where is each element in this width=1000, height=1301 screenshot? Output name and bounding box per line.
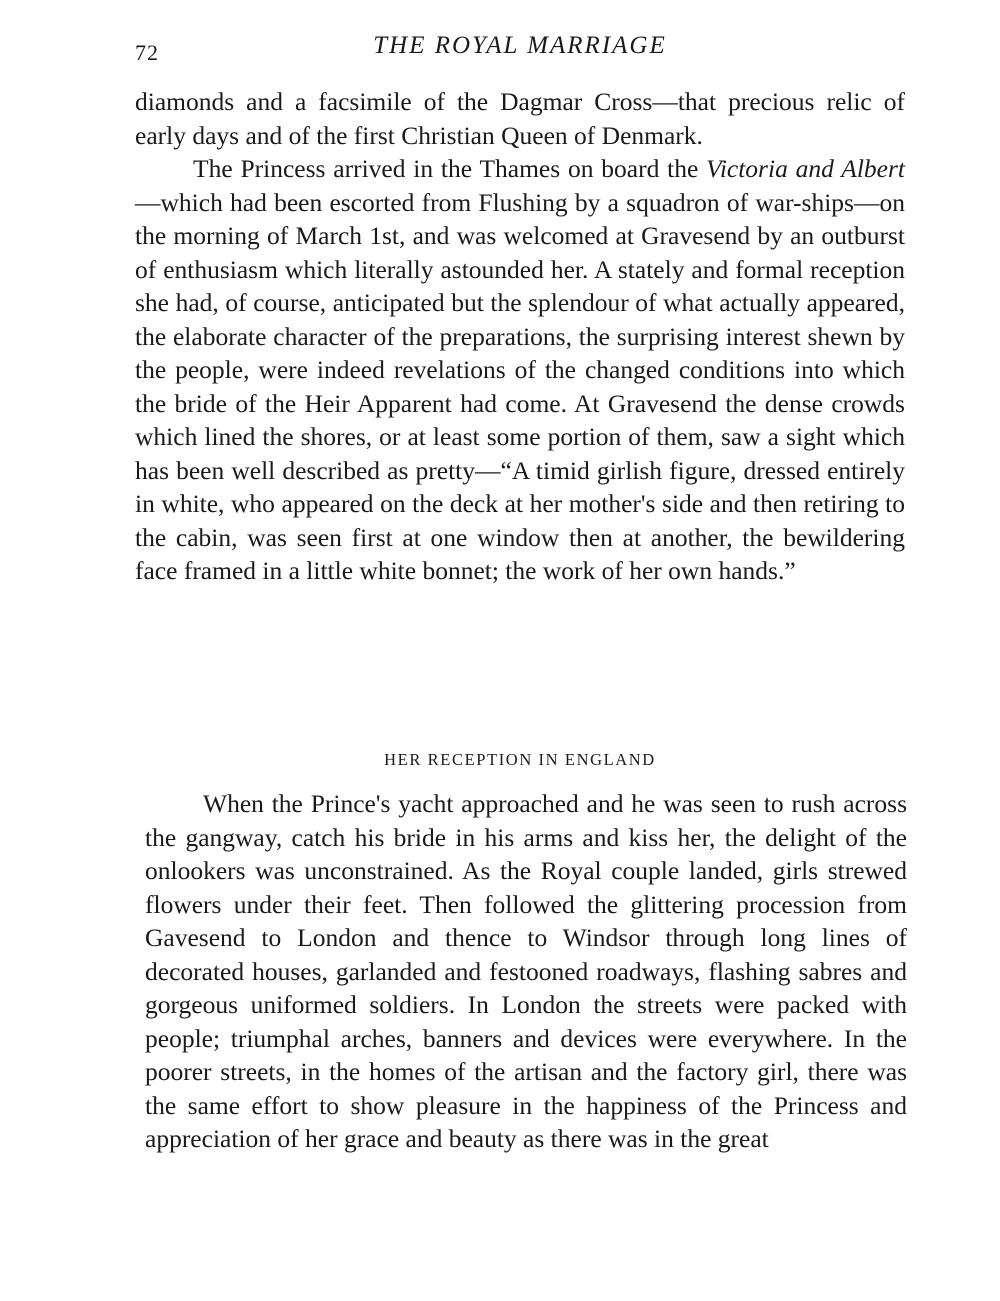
paragraph-2: [135, 152, 905, 588]
paragraph-2-rest: —which had been escorted from Flushing by a squadron of war-ships—on the morning of March 1st, and was welcomed at Gravesend by an outburst of enthusiasm which literally astounded her. A stately and formal reception she had, of course, anticipated but the splendour of what actually appeared, the elaborate character of the preparations, the surprising interest shewn by the people, were indeed revelations of the changed conditions into which the bride of the Heir Apparent had come. At Gravesend the dense crowds which lined the shores, or at least some portion of them, saw a sight which has been well described as pretty—“A timid girlish figure, dressed entirely in white, who appeared on the deck at her mother's side and then retiring to the cabin, was seen first at one window then at another, the bewildering face framed in a little white bonnet; the work of her own hands.”: [135, 187, 905, 585]
paragraph-1: diamonds and a facsimile of the Dagmar Cross—that precious relic of early days and of the first Christian Queen of Denmark.: [135, 87, 905, 150]
ship-name: Victoria and Albert: [706, 154, 905, 183]
paragraph-2-start: The Princess arrived in the Thames on board the: [193, 154, 707, 183]
page-number: 72: [135, 40, 159, 65]
body-text-lower: [145, 787, 907, 1156]
page-header: [135, 32, 905, 66]
body-text-upper: [135, 85, 905, 588]
running-title: THE ROYAL MARRIAGE: [373, 32, 667, 59]
section-heading: HER RECEPTION IN ENGLAND: [384, 750, 656, 769]
paragraph-3: When the Prince's yacht approached and he was seen to rush across the gangway, catch his bride in his arms and kiss her, the delight of the onlookers was unconstrained. As the Royal couple landed, girls strewed flowers under their feet. Then followed the glittering procession from Gavesend to London and thence to Windsor through long lines of decorated houses, garlanded and festooned roadways, flashing sabres and gorgeous uniformed soldiers. In London the streets were packed with people; triumphal arches, banners and devices were everywhere. In the poorer streets, in the homes of the artisan and the factory girl, there was the same effort to show pleasure in the happiness of the Princess and appreciation of her grace and beauty as there was in the great: [145, 789, 907, 1153]
